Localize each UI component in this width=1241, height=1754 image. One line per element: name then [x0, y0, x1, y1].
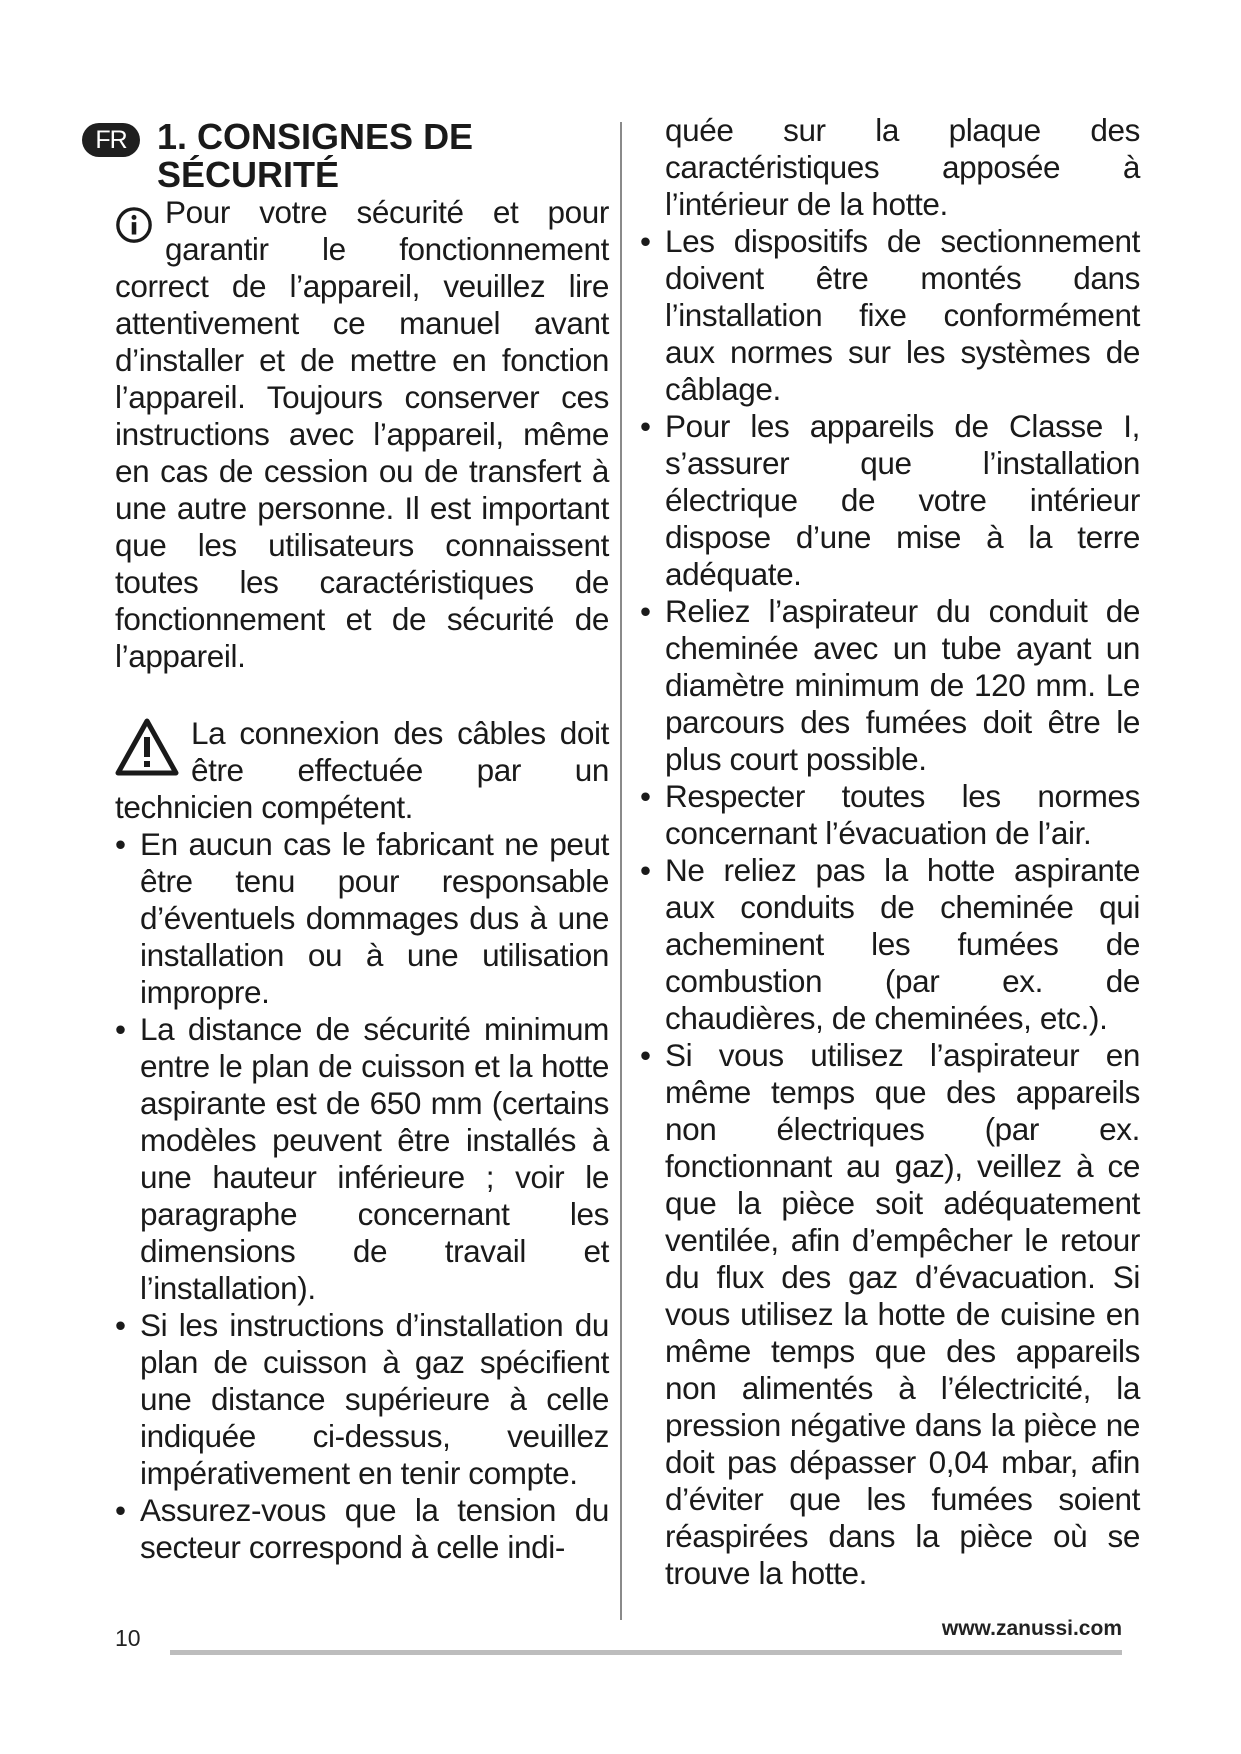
continued-text: quée sur la plaque des caractéristiques apposée à l’intérieur de la hotte.: [665, 112, 1140, 222]
left-bullet-list: [115, 826, 609, 1566]
list-item: • Respecter toutes les normes concernant l’évacuation de l’air.: [640, 778, 1140, 851]
warning-paragraph: La connexion des câbles doit être effectuée par un technicien compétent.: [115, 715, 609, 825]
intro-paragraph: Pour votre sécurité et pour garantir le fonctionnement correct de l’appareil, veuillez lire attentivement ce manuel avant d’installer et de mettre en fonction l’appareil. Toujours conserver ces instructions avec l’appareil, même en cas de cession ou de transfert à une autre personne. Il est important que les utilisateurs connaissent toutes les caractéristiques de fonctionnement et de sécurité de l’appareil.: [115, 194, 609, 674]
info-icon: [115, 206, 153, 244]
list-item: • La distance de sécurité minimum entre le plan de cuisson et la hotte aspirante est de 650 mm (certains modèles peuvent être installés à une hauteur inférieure ; voir le paragraphe concernant les dimensions de travail et l’installation).: [115, 1011, 609, 1306]
right-bullet-list: [640, 223, 1140, 1592]
list-item: • Pour les appareils de Classe I, s’assurer que l’installation électrique de votre intérieur dispose d’une mise à la terre adéquate.: [640, 408, 1140, 592]
list-item: • En aucun cas le fabricant ne peut être tenu pour responsable d’éventuels dommages dus à une installation ou à une utilisation impropre.: [115, 826, 609, 1010]
list-item: • Si vous utilisez l’aspirateur en même temps que des appareils non électriques (par ex. fonctionnant au gaz), veillez à ce que la pièce soit adéquatement ventilée, afin d’empêcher le retour du flux des gaz d’évacuation. Si vous utilisez la hotte de cuisine en même temps que des appareils non alimentés à l’électricité, la pression négative dans la pièce ne doit pas dépasser 0,04 mbar, afin d’éviter que les fumées soient réaspirées dans la pièce où se trouve la hotte.: [640, 1037, 1140, 1591]
list-item: • Ne reliez pas la hotte aspirante aux conduits de cheminée qui acheminent les fumées de combustion (par ex. de chaudières, de cheminées, etc.).: [640, 852, 1140, 1036]
left-column: [115, 112, 609, 1566]
list-item: • Si les instructions d’installation du plan de cuisson à gaz spécifient une distance supérieure à celle indiquée ci-dessus, veuillez impérativement en tenir compte.: [115, 1307, 609, 1491]
heading-line-1: 1. CONSIGNES DE: [157, 116, 474, 157]
list-item: • Les dispositifs de sectionnement doivent être montés dans l’installation fixe conformément aux normes sur les systèmes de câblage.: [640, 223, 1140, 407]
warning-note: [115, 715, 609, 826]
list-item: • Assurez-vous que la tension du secteur correspond à celle indi-: [115, 1492, 609, 1565]
warning-triangle-icon: [115, 717, 179, 777]
right-column: [640, 112, 1140, 1592]
language-badge: FR: [82, 123, 140, 157]
footer-url: www.zanussi.com: [941, 1617, 1122, 1640]
heading-line-2: SÉCURITÉ: [157, 154, 340, 195]
section-heading: [157, 118, 609, 194]
info-note: [115, 194, 609, 675]
list-item: • Reliez l’aspirateur du conduit de cheminée avec un tube ayant un diamètre minimum de 120 mm. Le parcours des fumées doit être le plus court possible.: [640, 593, 1140, 777]
footer-rule: [170, 1650, 1122, 1655]
page-number: 10: [115, 1625, 141, 1651]
column-divider: [620, 122, 622, 1620]
